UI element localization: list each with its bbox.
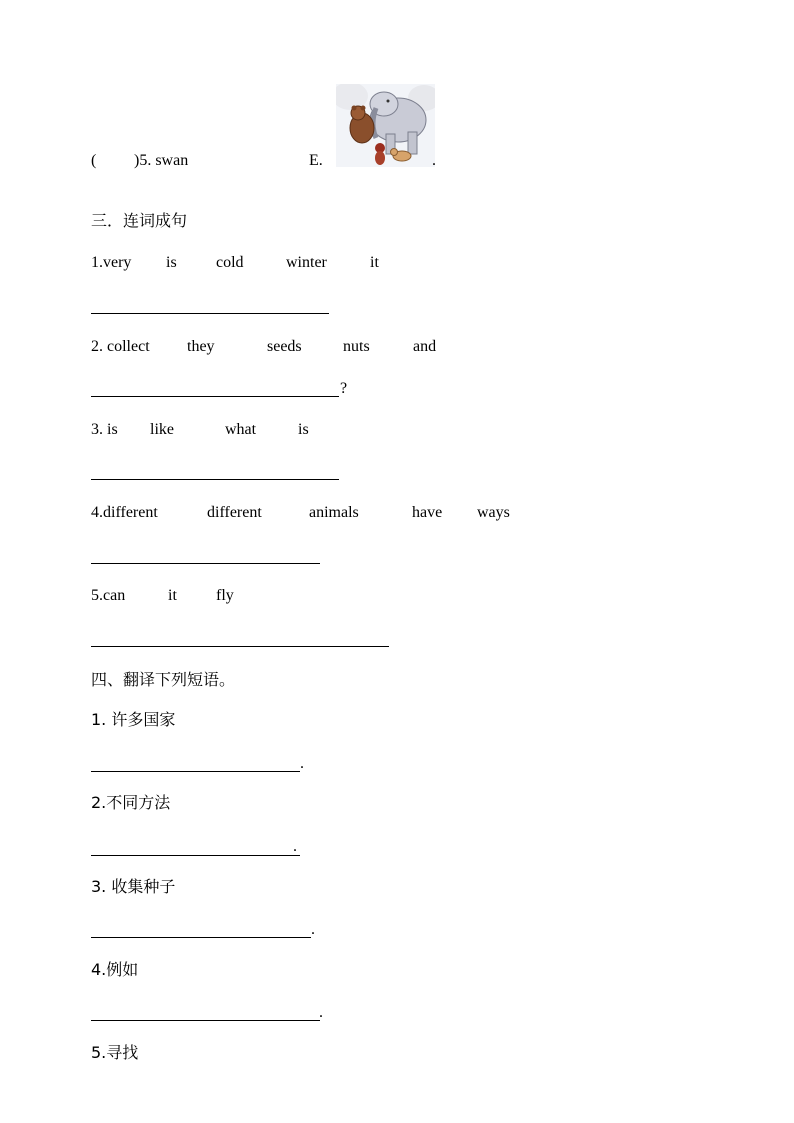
s3-word: have	[412, 504, 443, 521]
period: .	[319, 1004, 323, 1021]
answer-line-4-3[interactable]	[91, 937, 311, 938]
answer-line-3-1[interactable]	[91, 313, 329, 314]
q5-answer-blank[interactable]	[98, 151, 134, 171]
section4-title: 四、翻译下列短语。	[91, 670, 236, 689]
s3-word: is	[298, 421, 309, 438]
q5-end-dot: .	[432, 152, 436, 169]
period: .	[293, 838, 297, 855]
s3-word: animals	[309, 504, 359, 521]
s4-prompt: 3. 收集种子	[91, 877, 176, 896]
s3-word: 5.can	[91, 587, 126, 604]
s4-prompt: 2.不同方法	[91, 793, 171, 812]
s3-word: it	[168, 587, 177, 604]
s3-word: fly	[216, 587, 234, 604]
answer-line-3-4[interactable]	[91, 563, 320, 564]
s3-word: what	[225, 421, 257, 438]
period: .	[300, 755, 304, 772]
period: .	[311, 921, 315, 938]
s4-prompt: 1. 许多国家	[91, 710, 176, 729]
s3-word: 2. collect	[91, 338, 150, 355]
answer-line-3-2[interactable]	[91, 396, 339, 397]
s3-word: like	[150, 421, 174, 438]
s3-word: 4.different	[91, 504, 158, 521]
s3-word: different	[207, 504, 262, 521]
s3-word: seeds	[267, 338, 302, 355]
s4-prompt: 4.例如	[91, 960, 139, 979]
s3-word: cold	[216, 254, 244, 271]
answer-line-3-5[interactable]	[91, 646, 389, 647]
section3-title: 三．连词成句	[91, 211, 188, 230]
question-mark: ?	[340, 380, 348, 397]
s3-word: nuts	[343, 338, 370, 355]
s3-word: winter	[286, 254, 327, 271]
answer-line-4-4[interactable]	[91, 1020, 320, 1021]
animals-picture	[336, 84, 435, 167]
answer-line-4-1[interactable]	[91, 771, 300, 772]
s3-word: 3. is	[91, 421, 118, 438]
q5-option-label: E.	[309, 152, 323, 169]
s4-prompt: 5.寻找	[91, 1043, 139, 1062]
s3-word: 1.very	[91, 254, 132, 271]
answer-line-3-3[interactable]	[91, 479, 339, 480]
s3-word: ways	[477, 504, 510, 521]
answer-line-4-2[interactable]	[91, 855, 300, 856]
s3-word: is	[166, 254, 177, 271]
s3-word: they	[187, 338, 215, 355]
s3-word: it	[370, 254, 379, 271]
q5-open-paren: (	[91, 152, 97, 169]
q5-label: )5. swan	[134, 152, 189, 169]
s3-word: and	[413, 338, 437, 355]
